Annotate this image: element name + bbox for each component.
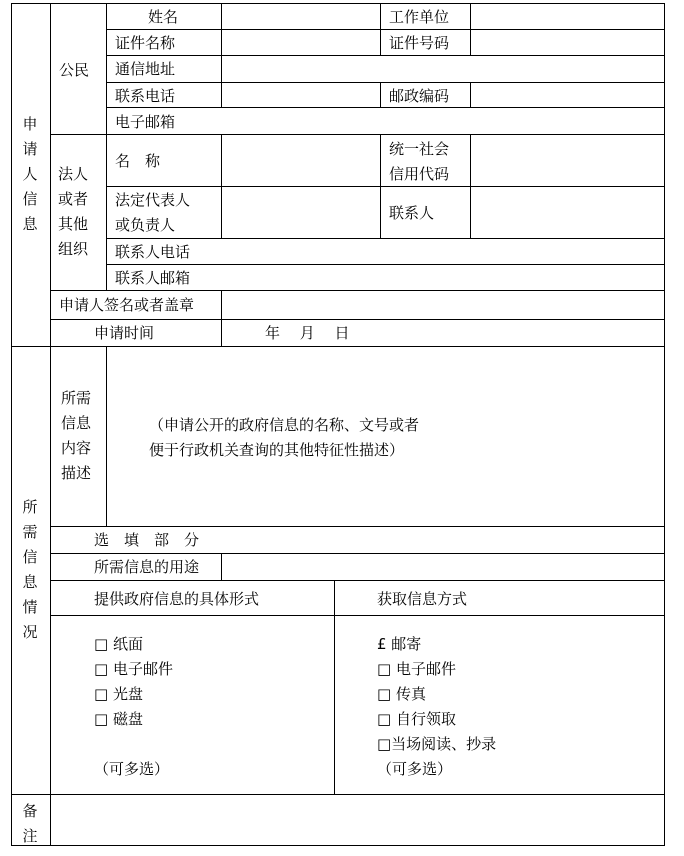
legal-entity-name-label: 名 称 [115,152,161,170]
legal-entity-label-line4: 组织 [58,240,89,258]
remarks-label: 备注 [22,802,38,845]
purpose-label: 所需信息的用途 [94,558,200,576]
method-option-self-pickup[interactable]: □ 自行领取 [377,710,456,728]
legal-entity-label-line1: 法人 [58,165,89,183]
contact-phone-label: 联系人电话 [115,243,191,261]
citizen-id-number-label: 证件号码 [389,34,450,52]
method-header: 获取信息方式 [377,590,468,608]
citizen-id-type-label: 证件名称 [115,34,176,52]
description-hint-line1: （申请公开的政府信息的名称、文号或者 [149,416,420,434]
optional-section-label: 选 填 部 分 [94,531,200,549]
representative-label-line1: 法定代表人 [115,191,191,209]
citizen-phone-label: 联系电话 [115,87,176,105]
credit-code-label [389,137,449,187]
signature-label: 申请人签名或者盖章 [59,296,195,314]
applicant-section-label: 申请人信息 [22,115,38,233]
representative-label [115,188,190,238]
format-option-disk[interactable]: □ 磁盘 [94,710,143,728]
format-header: 提供政府信息的具体形式 [94,590,260,608]
contact-person-label: 联系人 [389,204,435,222]
citizen-group-label: 公民 [59,61,90,79]
format-option-disc[interactable]: □ 光盘 [94,685,143,703]
legal-entity-label-line2: 或者 [58,190,89,208]
format-multi-select-note: （可多选） [94,760,170,778]
format-option-paper[interactable]: □ 纸面 [94,635,143,653]
method-option-fax[interactable]: □ 传真 [377,685,426,703]
legal-entity-group-label [58,162,102,262]
method-option-mail[interactable]: £ 邮寄 [377,635,422,653]
method-multi-select-note: （可多选） [377,760,453,778]
format-option-email[interactable]: □ 电子邮件 [94,660,173,678]
citizen-email-label: 电子邮箱 [115,113,176,131]
method-option-onsite-reading[interactable]: □当场阅读、抄录 [377,735,497,753]
citizen-address-label: 通信地址 [115,60,176,78]
required-info-section-label: 所需信息情况 [22,498,38,641]
citizen-name-label: 姓名 [148,8,179,26]
description-hint-line2: 便于行政机关查询的其他特征性描述） [149,441,405,459]
method-option-email[interactable]: □ 电子邮件 [377,660,456,678]
credit-code-label-line2: 信用代码 [389,165,450,183]
application-date-placeholder: 年 月 日 [265,324,350,342]
application-time-label: 申请时间 [94,324,155,342]
credit-code-label-line1: 统一社会 [389,140,450,158]
contact-email-label: 联系人邮箱 [115,269,191,287]
description-label: 所需信息内容描述 [60,389,91,482]
citizen-workplace-label: 工作单位 [389,8,450,26]
legal-entity-label-line3: 其他 [58,215,89,233]
representative-label-line2: 或负责人 [115,216,176,234]
citizen-postcode-label: 邮政编码 [389,87,450,105]
